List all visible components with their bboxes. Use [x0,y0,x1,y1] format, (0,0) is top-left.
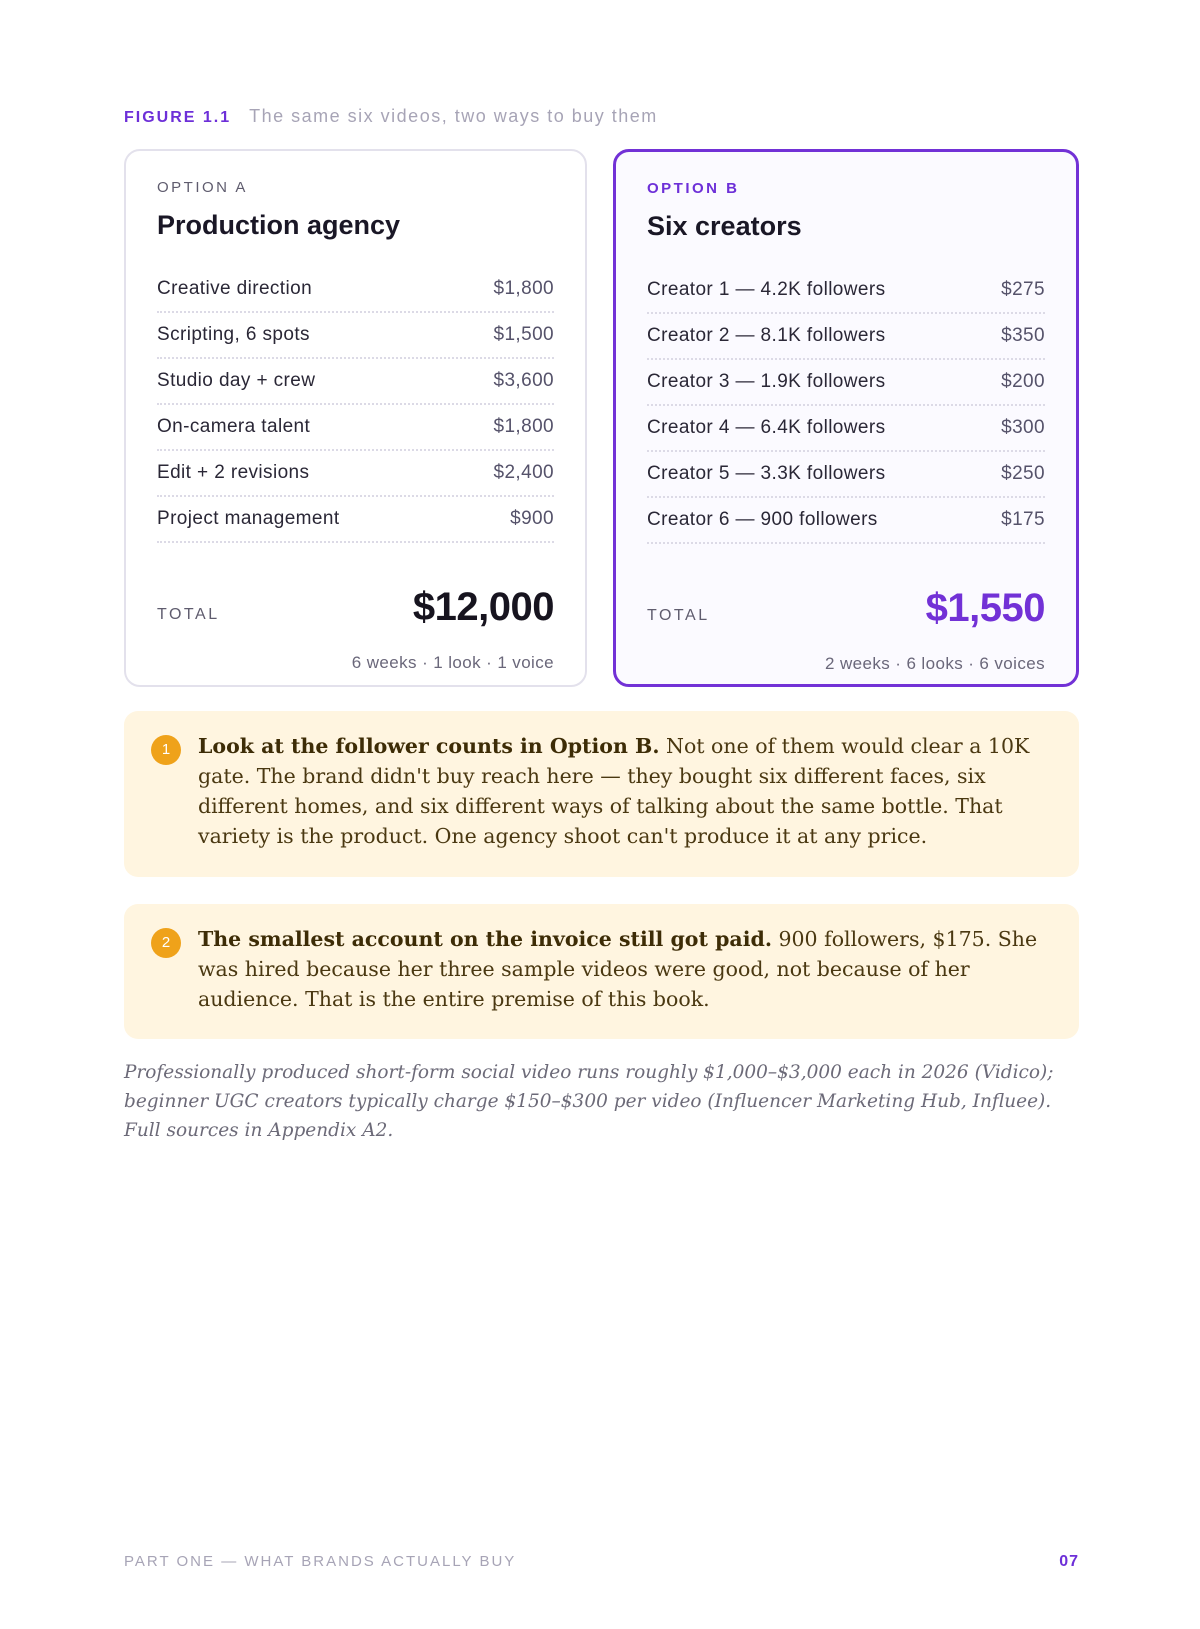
running-footer-section: PART ONE — WHAT BRANDS ACTUALLY BUY [124,1553,517,1570]
note-body: Not one of them would clear a 10K gate. The brand didn't buy reach here — they bought six different faces, six different homes, and six different ways of talking about the same bottle. That variety is the product. One agency shoot can't produce it at any price. [198,734,1030,848]
line-item-price: $2,400 [493,462,554,483]
line-item-name: Creator 4 — 6.4K followers [647,417,886,438]
option-a-title: Production agency [157,210,401,240]
line-item-price: $300 [1001,417,1045,438]
note-lead: Look at the follower counts in Option B. [198,734,660,758]
line-item [647,268,1045,314]
line-item-name: Creator 1 — 4.2K followers [647,279,886,300]
line-item [647,314,1045,360]
line-item [647,452,1045,498]
line-item [647,360,1045,406]
line-item-name: Edit + 2 revisions [157,462,310,483]
line-item-price: $200 [1001,371,1045,392]
option-b-label: OPTION B [647,180,740,197]
line-item-name: Creative direction [157,278,313,299]
line-item-price: $1,800 [493,416,554,437]
line-item-name: Creator 3 — 1.9K followers [647,371,886,392]
line-item-price: $1,800 [493,278,554,299]
line-item [157,451,554,497]
line-item-price: $350 [1001,325,1045,346]
line-item [157,359,554,405]
note-number-badge: 1 [151,735,181,765]
line-item-name: Scripting, 6 spots [157,324,310,345]
line-item [157,267,554,313]
line-item-name: Creator 6 — 900 followers [647,509,878,530]
line-item-name: Creator 5 — 3.3K followers [647,463,886,484]
option-b-card [613,149,1079,687]
line-item [157,405,554,451]
line-item [647,498,1045,544]
option-a-total: $12,000 [412,585,554,629]
callout-note-2 [124,904,1079,1039]
line-item-name: Studio day + crew [157,370,316,391]
figure-label: FIGURE 1.1 [124,109,232,126]
option-a-card [124,149,587,687]
line-item-name: Project management [157,508,340,529]
option-b-line-items [647,268,1045,544]
option-a-label: OPTION A [157,179,248,196]
figure-caption [124,106,658,127]
option-b-total-row [647,586,1045,631]
page-number: 07 [1059,1553,1079,1570]
line-item-price: $1,500 [493,324,554,345]
option-a-total-row [157,585,554,630]
note-body: 900 followers, $175. She was hired because her three sample videos were good, not because of her audience. That is the entire premise of this book. [198,927,1038,1011]
total-label: TOTAL [647,607,710,624]
total-label: TOTAL [157,606,220,623]
line-item [647,406,1045,452]
note-text [198,731,1061,851]
line-item-price: $275 [1001,279,1045,300]
line-item [157,497,554,543]
note-lead: The smallest account on the invoice still got paid. [198,927,772,951]
line-item-price: $175 [1001,509,1045,530]
figure-caption-text: The same six videos, two ways to buy them [249,106,658,126]
note-text [198,924,1061,1014]
line-item-price: $3,600 [493,370,554,391]
option-b-total: $1,550 [925,586,1045,630]
option-a-meta: 6 weeks · 1 look · 1 voice [351,653,554,672]
option-a-line-items [157,267,554,543]
line-item-price: $250 [1001,463,1045,484]
option-b-meta: 2 weeks · 6 looks · 6 voices [824,654,1045,673]
note-number-badge: 2 [151,928,181,958]
option-b-title: Six creators [647,211,802,241]
callout-note-1 [124,711,1079,877]
line-item-name: On-camera talent [157,416,311,437]
line-item-price: $900 [510,508,554,529]
line-item [157,313,554,359]
source-footnote: Professionally produced short-form social video runs roughly $1,000–$3,000 each in 2026 (Vidico); beginner UGC creators typically charge $150–$300 per video (Influencer Marketing Hub, Influee). Full sources in Appendix A2. [124,1062,1054,1141]
line-item-name: Creator 2 — 8.1K followers [647,325,886,346]
